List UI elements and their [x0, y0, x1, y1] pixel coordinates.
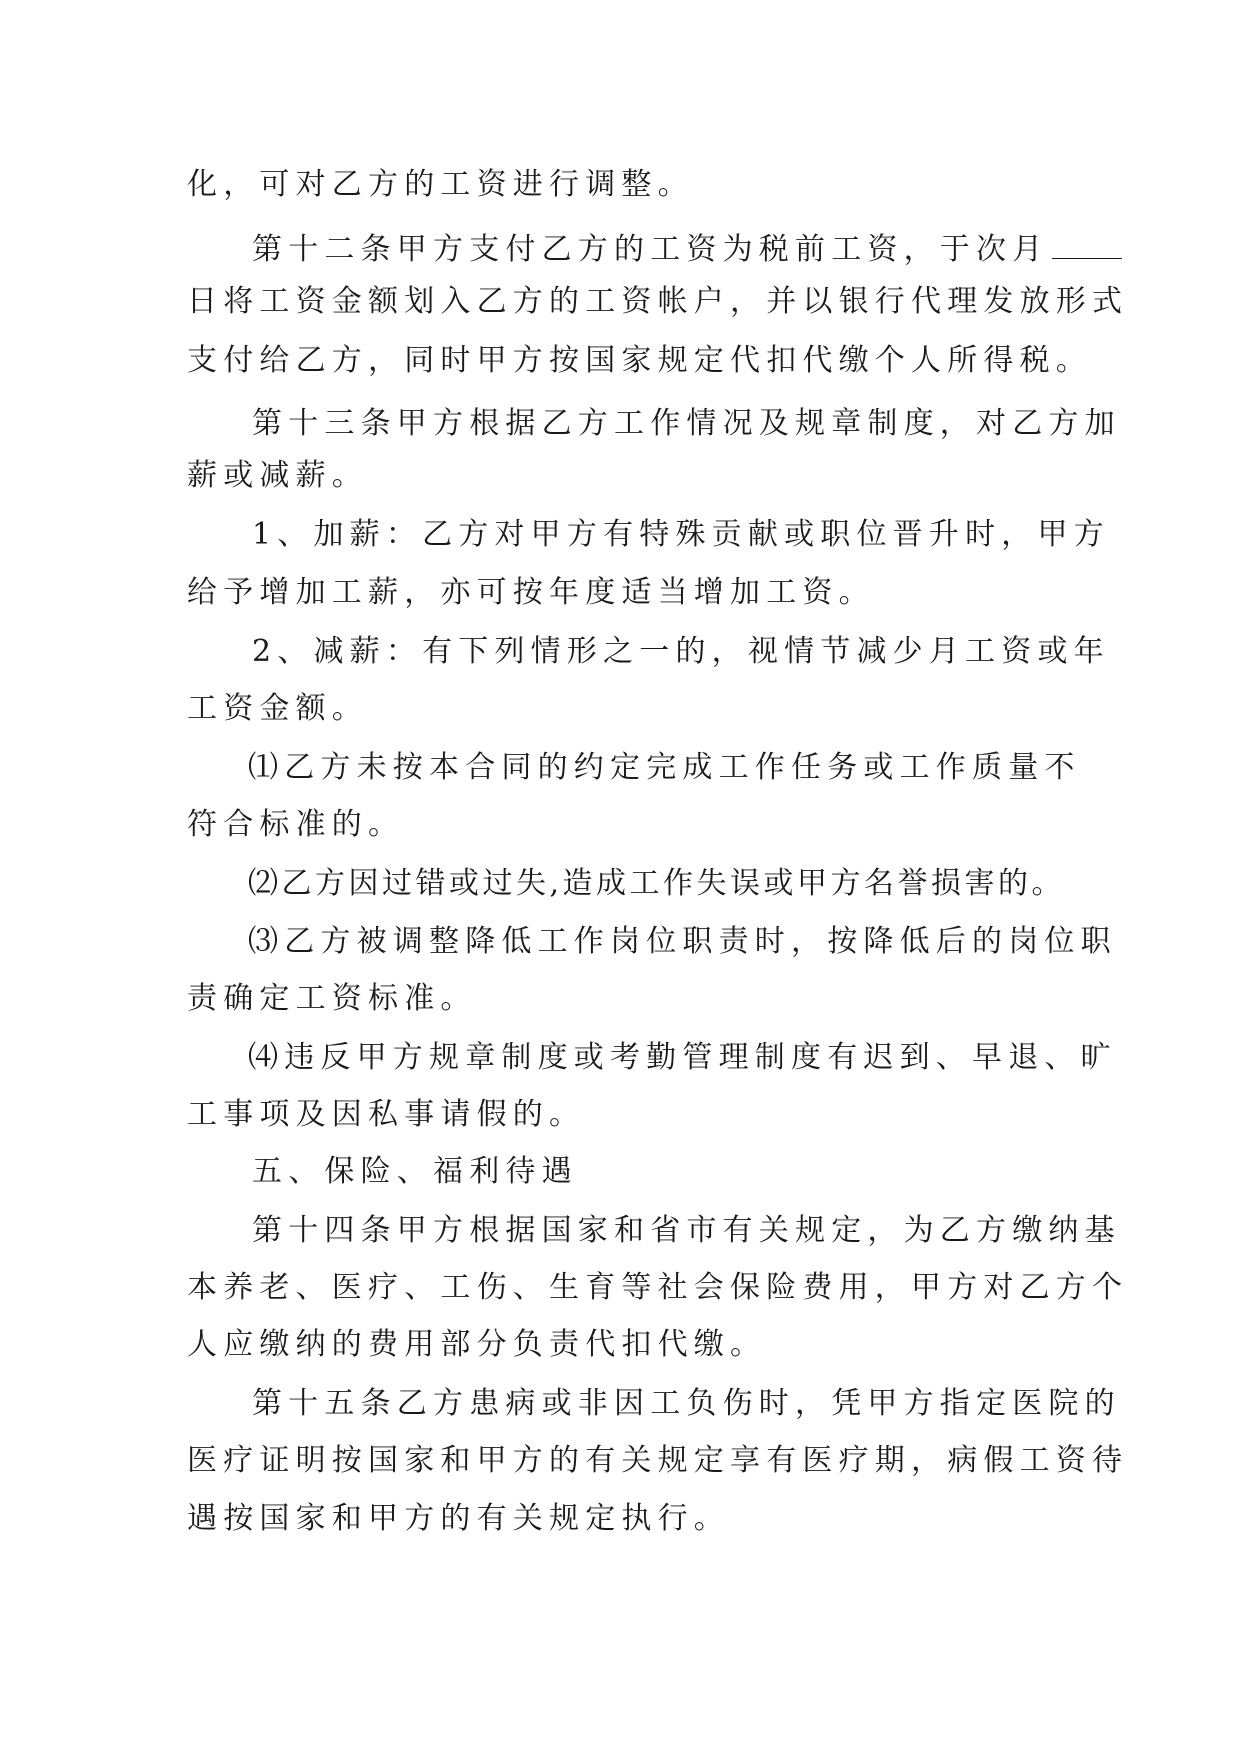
text-line: 医疗证明按国家和甲方的有关规定享有医疗期，病假工资待 — [187, 1443, 1129, 1478]
text-line: 支付给乙方，同时甲方按国家规定代扣代缴个人所得税。 — [187, 343, 1092, 378]
text-line: 给予增加工薪，亦可按年度适当增加工资。 — [187, 575, 875, 610]
text-line: 第十二条甲方支付乙方的工资为税前工资，于次月 — [252, 232, 1049, 267]
text-line: 2、减薪：有下列情形之一的，视情节减少月工资或年 — [252, 634, 1110, 669]
text-line: ⑵乙方因过错或过失,造成工作失误或甲方名誉损害的。 — [248, 866, 1066, 901]
text-line: ⑷违反甲方规章制度或考勤管理制度有迟到、早退、旷 — [248, 1040, 1117, 1075]
section-heading: 五、保险、福利待遇 — [252, 1154, 578, 1189]
text-line: 1、加薪：乙方对甲方有特殊贡献或职位晋升时，甲方 — [252, 517, 1110, 552]
text-line: 化，可对乙方的工资进行调整。 — [187, 167, 694, 202]
text-line: 遇按国家和甲方的有关规定执行。 — [187, 1501, 730, 1536]
text-line: 本养老、医疗、工伤、生育等社会保险费用，甲方对乙方个 — [187, 1270, 1129, 1305]
blank-underline — [1052, 232, 1122, 259]
text-line: 人应缴纳的费用部分负责代扣代缴。 — [187, 1327, 767, 1362]
text-line: 符合标准的。 — [187, 807, 405, 842]
text-line: 日将工资金额划入乙方的工资帐户，并以银行代理发放形式 — [187, 284, 1129, 319]
text-line: 第十四条甲方根据国家和省市有关规定，为乙方缴纳基 — [252, 1213, 1121, 1248]
text-line: 薪或减薪。 — [187, 458, 368, 493]
text-line: 第十三条甲方根据乙方工作情况及规章制度，对乙方加 — [252, 406, 1121, 441]
text-line: 工事项及因私事请假的。 — [187, 1097, 586, 1132]
text-line: ⑴乙方未按本合同的约定完成工作任务或工作质量不 — [248, 750, 1081, 785]
text-line: 责确定工资标准。 — [187, 981, 477, 1016]
text-line: 工资金额。 — [187, 691, 368, 726]
text-line: ⑶乙方被调整降低工作岗位职责时，按降低后的岗位职 — [248, 924, 1117, 959]
text-line: 第十五条乙方患病或非因工负伤时，凭甲方指定医院的 — [252, 1386, 1121, 1421]
article-12-line-1 — [252, 230, 1122, 270]
